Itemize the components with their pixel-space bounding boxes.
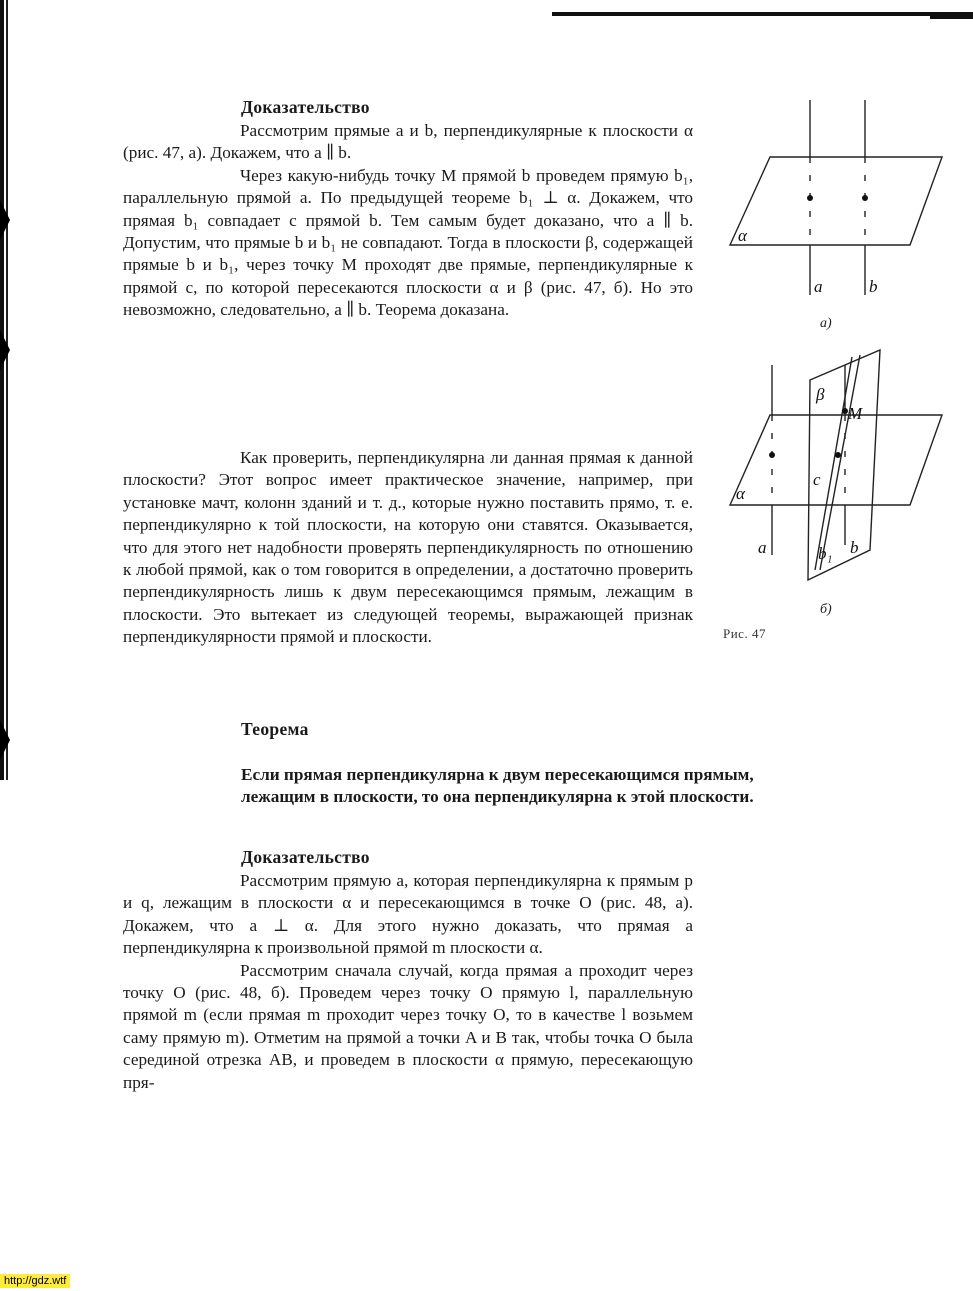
plane-alpha-a — [730, 157, 942, 245]
proof2-paragraph-2: Рассмотрим сначала случай, когда прямая a проходит через точку O (рис. 48, б). Проведем через точку O прямую l, параллельную прямой m (если прямая m проходит через точку O, то в качестве l возьмем саму прямую m). Отметим на прямой a точки A и B так, чтобы точка O была серединой отрезка AB, и проведем в плоскости α прямую, пересекающую пря- — [123, 960, 693, 1092]
label-alpha-b: α — [736, 484, 745, 503]
theorem-heading: Теорема — [241, 719, 309, 739]
label-alpha-a: α — [738, 226, 747, 245]
label-c: c — [813, 470, 821, 489]
intro-body — [123, 447, 693, 649]
proof2-heading: Доказательство — [241, 847, 370, 867]
figure-47b — [720, 345, 950, 625]
caption-b: б) — [820, 602, 832, 617]
label-beta: β — [816, 385, 825, 404]
label-b-a: b — [869, 277, 878, 296]
proof1-body — [123, 120, 693, 322]
top-rule — [552, 12, 973, 16]
label-M: M — [848, 404, 863, 423]
proof2-body — [123, 870, 693, 1094]
proof1-heading: Доказательство — [241, 97, 370, 117]
label-a-a: a — [814, 277, 823, 296]
label-b1: b₁ — [818, 544, 833, 563]
theorem-statement-block — [241, 764, 811, 809]
proof1-paragraph-2: Через какую-нибудь точку M прямой b проведем прямую b₁, параллельную прямой a. По предыдущей теореме b₁ ⊥ α. Докажем, что прямая b₁ совпадает с прямой b. Тем самым будет доказано, что a ∥ b. Допустим, что прямые b и b₁ не совпадают. Тогда в плоскости β, содержащей прямые b и b₁, через точку M проходят две прямые, перпендикулярные к прямой c, по которой пересекаются плоскости α и β (рис. 47, б). Но это невозможно, следовательно, a ∥ b. Теорема доказана. — [123, 165, 693, 320]
plane-alpha-b — [730, 415, 942, 505]
watermark-link[interactable]: http://gdz.wtf — [0, 1274, 70, 1288]
figure-caption: Рис. 47 — [723, 626, 766, 641]
theorem-statement: Если прямая перпендикулярна к двум пересекающимся прямым, лежащим в плоскости, то она перпендикулярна к этой плоскости. — [241, 765, 754, 807]
figure-47a — [720, 95, 950, 335]
scan-left-edge — [0, 0, 12, 780]
proof1-paragraph-1: Рассмотрим прямые a и b, перпендикулярные к плоскости α (рис. 47, а). Докажем, что a ∥ b. — [123, 121, 693, 163]
label-a-b: a — [758, 538, 767, 557]
label-b-b: b — [850, 538, 859, 557]
proof2-paragraph-1: Рассмотрим прямую a, которая перпендикулярна к прямым p и q, лежащим в плоскости α и пересекающимся в точке O (рис. 48, а). Докажем, что a ⊥ α. Для этого нужно доказать, что прямая a перпендикулярна к произвольной прямой m плоскости α. — [123, 871, 693, 958]
caption-a: а) — [820, 316, 832, 331]
intro-paragraph: Как проверить, перпендикулярна ли данная прямая к данной плоскости? Этот вопрос имеет практическое значение, например, при установке мачт, колонн зданий и т. д., которые нужно поставить прямо, т. е. перпендикулярно к той плоскости, на которую они ставятся. Оказывается, что для этого нет надобности проверять перпендикулярность по отношению к любой прямой, как о том говорится в определении, а достаточно проверить перпендикулярность лишь к двум пересекающимся прямым, лежащим в плоскости. Это вытекает из следующей теоремы, выражающей признак перпендикулярности прямой и плоскости. — [123, 448, 693, 647]
top-rule-end — [930, 16, 973, 19]
